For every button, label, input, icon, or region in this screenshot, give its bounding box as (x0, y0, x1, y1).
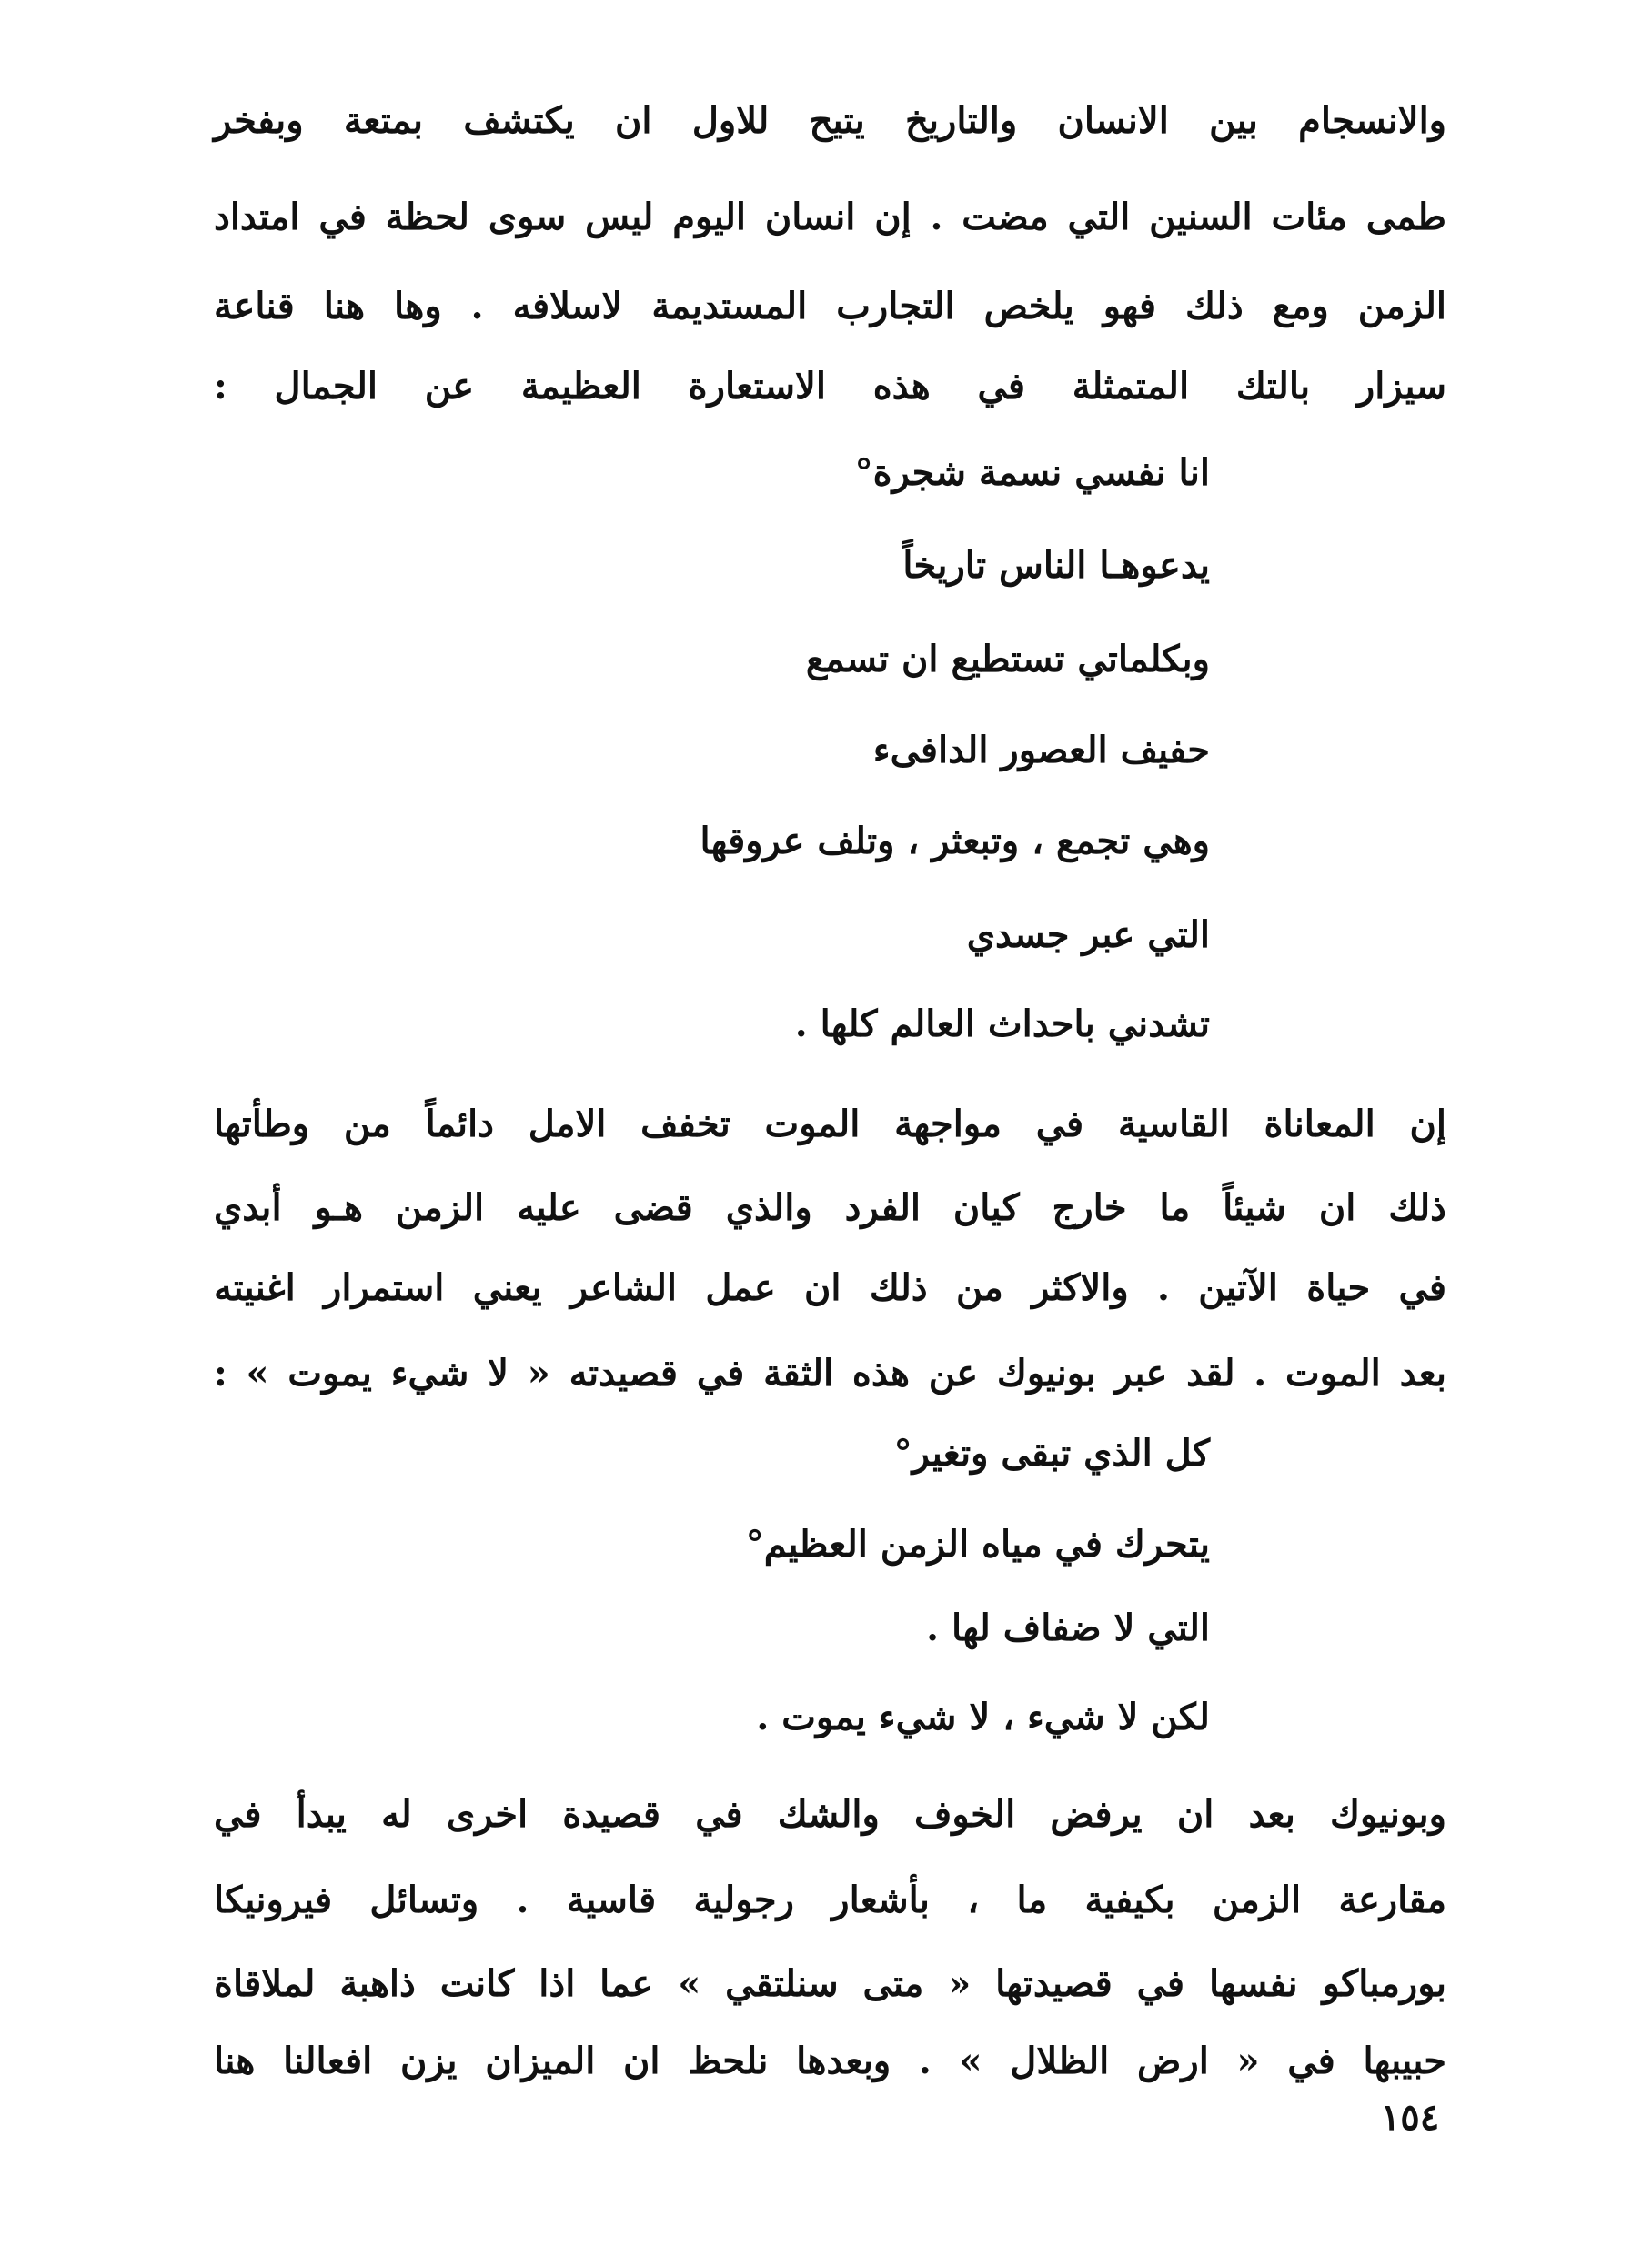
paragraph-line: وبونيوك بعد ان يرفض الخوف والشك في قصيدة اخرى له يبدأ في (214, 1793, 1446, 1836)
verse-line: يدعوهـا الناس تاريخاً (902, 544, 1210, 587)
verse-line: حفيف العصور الدافىء (872, 729, 1210, 771)
verse-line: وبكلماتي تستطيع ان تسمع (805, 638, 1210, 680)
paragraph-line: الزمن ومع ذلك فهو يلخص التجارب المستديمة لاسلافه . وها هنا قناعة (214, 285, 1446, 327)
paragraph-line: طمى مئات السنين التي مضت . إن انسان اليوم ليس سوى لحظة في امتداد (214, 196, 1446, 238)
verse-line: التي عبر جسدي (966, 913, 1210, 956)
verse-line: وهي تجمع ، وتبعثر ، وتلف عروقها (700, 820, 1210, 862)
paragraph-line: حبيبها في « ارض الظلال » . وبعدها نلحظ ان الميزان يزن افعالنا هنا (214, 2040, 1446, 2082)
paragraph-line: بعد الموت . لقد عبر بونيوك عن هذه الثقة في قصيدته « لا شيء يموت » : (214, 1352, 1446, 1395)
verse-line: كل الذي تبقى وتغير° (893, 1432, 1210, 1475)
paragraph-line: والانسجام بين الانسان والتاريخ يتيح للاول ان يكتشف بمتعة وبفخر (214, 99, 1446, 142)
paragraph-line: سيزار بالتك المتمثلة في هذه الاستعارة العظيمة عن الجمال : (214, 365, 1446, 408)
paragraph-line: ذلك ان شيئاً ما خارج كيان الفرد والذي قضى عليه الزمن هـو أبدي (214, 1186, 1446, 1229)
verse-line: تشدني باحداث العالم كلها . (794, 1003, 1210, 1045)
verse-line: لكن لا شيء ، لا شيء يموت . (756, 1696, 1210, 1738)
paragraph-line: إن المعاناة القاسية في مواجهة الموت تخفف الامل دائماً من وطأتها (214, 1103, 1446, 1145)
page-number: ١٥٤ (1380, 2096, 1440, 2139)
verse-line: انا نفسي نسمة شجرة° (854, 451, 1210, 494)
paragraph-line: في حياة الآتين . والاكثر من ذلك ان عمل الشاعر يعني استمرار اغنيته (214, 1266, 1446, 1309)
verse-line: يتحرك في مياه الزمن العظيم° (745, 1523, 1210, 1566)
paragraph-line: بورمباكو نفسها في قصيدتها « متى سنلتقي » عما اذا كانت ذاهبة لملاقاة (214, 1962, 1446, 2005)
paragraph-line: مقارعة الزمن بكيفية ما ، بأشعار رجولية قاسية . وتسائل فيرونيكا (214, 1879, 1446, 1921)
verse-line: التي لا ضفاف لها . (926, 1607, 1210, 1649)
